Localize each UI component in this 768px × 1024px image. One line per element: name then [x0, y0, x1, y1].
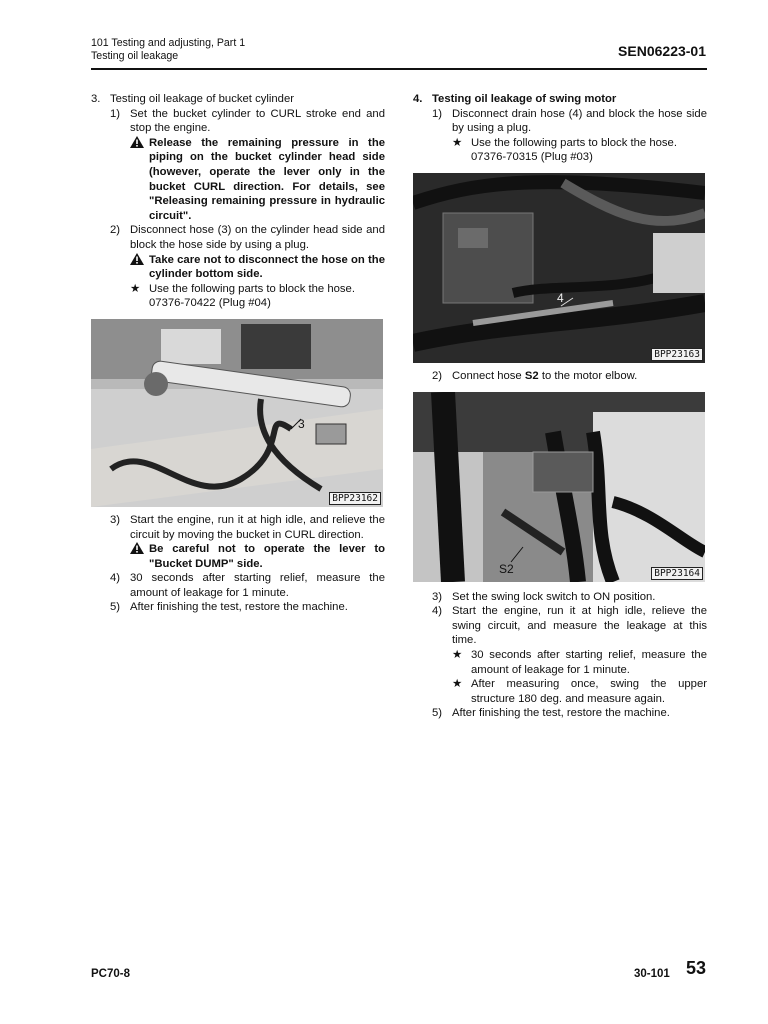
step-number: 2): [110, 224, 121, 237]
figure-bucket-cylinder-photo: [91, 319, 383, 507]
section-4-heading: [413, 92, 707, 107]
step-number: 4): [432, 605, 443, 618]
step-number: 5): [432, 707, 443, 720]
step-text: Start the engine, run it at high idle, relieve the swing circuit, and measure the leakage at this time.: [452, 605, 707, 647]
step-number: 3): [432, 590, 443, 603]
step-4: [91, 571, 385, 600]
warning-text: Be careful not to operate the lever to "Bucket DUMP" side.: [149, 543, 385, 570]
step-1-note: [413, 136, 707, 165]
section-3-heading: [91, 92, 385, 107]
section-title: Testing oil leakage of bucket cylinder: [110, 93, 294, 105]
step-3-warning: [91, 542, 385, 571]
step-number: 1): [110, 107, 121, 120]
figure-id: BPP23163: [651, 348, 703, 361]
header-chapter: 101 Testing and adjusting, Part 1: [91, 37, 246, 49]
warning-icon: [130, 253, 149, 269]
star-icon: ★: [452, 648, 463, 661]
step-4-note-2: [413, 677, 707, 706]
step-text: 30 seconds after starting relief, measure the amount of leakage for 1 minute.: [130, 572, 385, 599]
footer-model: PC70-8: [91, 968, 130, 980]
step-2: [413, 369, 707, 384]
callout-s2: S2: [499, 561, 514, 576]
section-number: 4.: [413, 93, 423, 105]
step-3: [413, 590, 707, 605]
header-topic: Testing oil leakage: [91, 49, 179, 62]
step-5: [91, 600, 385, 615]
footer-page-number: 53: [686, 958, 707, 978]
figure-id: BPP23164: [651, 567, 703, 580]
section-number: 3.: [91, 93, 101, 105]
note-text: 30 seconds after starting relief, measure the amount of leakage for 1 minute.: [471, 648, 707, 676]
figure-swing-motor-drain-photo: [413, 173, 705, 363]
step-4: [413, 604, 707, 648]
step-text: Connect hose: [452, 369, 525, 382]
step-2-warning: [91, 253, 385, 282]
note-text: After measuring once, swing the upper structure 180 deg. and measure again.: [471, 678, 707, 705]
step-number: 5): [110, 601, 121, 614]
step-1: [91, 107, 385, 136]
star-icon: ★: [452, 136, 463, 149]
step-text: After finishing the test, restore the machine.: [130, 601, 348, 614]
section-title: Testing oil leakage of swing motor: [432, 93, 617, 105]
header-rule: [91, 68, 707, 70]
step-text: Start the engine, run it at high idle, and relieve the circuit by moving the bucket in CURL direction.: [130, 513, 385, 541]
step-5: [413, 706, 707, 721]
right-column: [413, 92, 707, 721]
star-icon: ★: [452, 678, 463, 691]
step-number: 4): [110, 572, 121, 585]
step-text: Set the bucket cylinder to CURL stroke end and stop the engine.: [130, 107, 385, 135]
step-text-end: to the motor elbow.: [538, 369, 638, 382]
step-2-note: [91, 282, 385, 311]
step-1-warning: [91, 136, 385, 224]
callout-3: 3: [298, 416, 305, 431]
warning-text: Release the remaining pressure in the piping on the bucket cylinder head side (however, operate the lever only in the bucket CURL direction. For details, see "Releasing remaining pressure in hydraulic circuit".: [149, 136, 385, 222]
step-number: 2): [432, 369, 443, 382]
step-4-note-1: [413, 648, 707, 677]
step-1: [413, 107, 707, 136]
header-doc-id: SEN06223-01: [618, 43, 706, 59]
step-3: [91, 513, 385, 542]
footer-section-code: 30-101: [634, 968, 670, 980]
warning-text: Take care not to disconnect the hose on the cylinder bottom side.: [149, 253, 385, 281]
step-text: Disconnect drain hose (4) and block the hose side by using a plug.: [452, 107, 707, 135]
warning-icon: [130, 542, 149, 558]
step-2: [91, 223, 385, 252]
note-text: Use the following parts to block the hose.: [149, 282, 355, 295]
figure-swing-motor-elbow-photo: [413, 392, 705, 582]
part-number: 07376-70315 (Plug #03): [471, 151, 593, 164]
header-section-title: [91, 37, 245, 62]
figure-id: BPP23162: [329, 492, 381, 505]
step-text: Disconnect hose (3) on the cylinder head side and block the hose side by using a plug.: [130, 224, 385, 251]
step-number: 1): [432, 107, 443, 120]
star-icon: ★: [130, 282, 141, 295]
warning-icon: [130, 136, 149, 152]
step-text: After finishing the test, restore the machine.: [452, 707, 670, 720]
note-text: Use the following parts to block the hose.: [471, 136, 677, 149]
callout-4: 4: [557, 290, 564, 305]
left-column: [91, 92, 385, 615]
step-text: Set the swing lock switch to ON position.: [452, 590, 656, 603]
part-number: 07376-70422 (Plug #04): [149, 297, 271, 310]
step-number: 3): [110, 513, 121, 526]
hose-label: S2: [524, 369, 539, 382]
